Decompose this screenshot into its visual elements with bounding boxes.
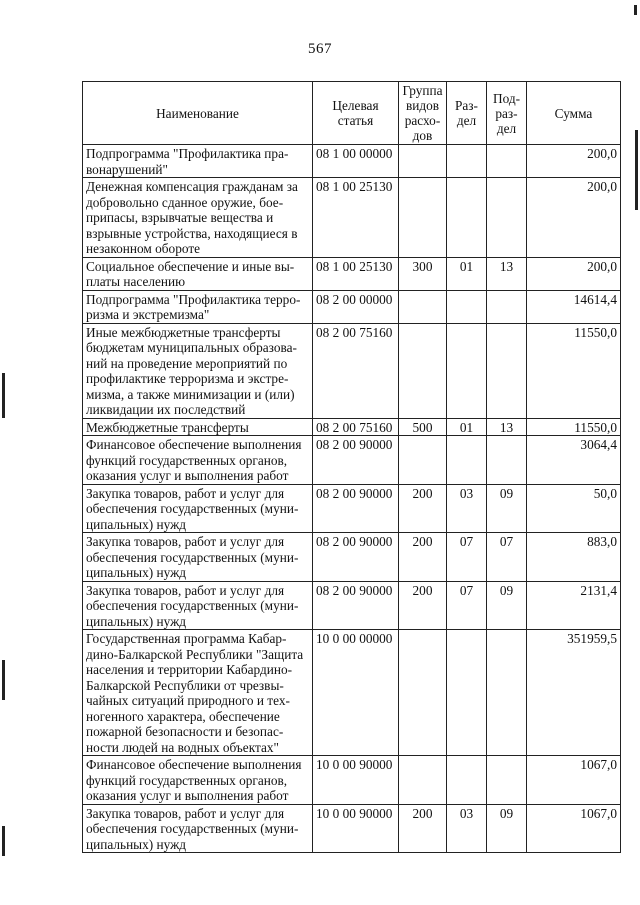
scan-edge-mark-right-top [634,5,637,15]
cell-name: Закупка товаров, работ и услуг для обеспечения государственных (муни-ципальных) нужд [83,804,313,853]
table-row [83,257,621,290]
scan-edge-mark-right [635,130,638,210]
cell-target: 08 1 00 00000 [313,145,399,178]
cell-name: Межбюджетные трансферты [83,418,313,436]
cell-target: 08 2 00 75160 [313,418,399,436]
cell-section [447,436,487,485]
cell-group [399,178,447,258]
cell-sum: 200,0 [527,145,621,178]
cell-name: Финансовое обеспечение выполнения функций государственных органов, оказания услуг и выполнения работ [83,756,313,805]
cell-section: 03 [447,484,487,533]
table-row [83,145,621,178]
cell-sum: 50,0 [527,484,621,533]
cell-sum: 200,0 [527,178,621,258]
cell-target: 10 0 00 90000 [313,756,399,805]
cell-subsection: 09 [487,581,527,630]
table-row [83,290,621,323]
table-row [83,323,621,418]
cell-section: 01 [447,257,487,290]
page-number: 567 [308,41,332,57]
header-name: Наименование [83,82,313,145]
cell-group [399,756,447,805]
cell-subsection: 13 [487,418,527,436]
cell-target: 08 2 00 00000 [313,290,399,323]
cell-target: 08 2 00 75160 [313,323,399,418]
cell-sum: 11550,0 [527,323,621,418]
header-subsection: Под-раз-дел [487,82,527,145]
cell-subsection [487,323,527,418]
cell-subsection [487,178,527,258]
cell-group [399,290,447,323]
cell-name: Закупка товаров, работ и услуг для обеспечения государственных (муни-ципальных) нужд [83,533,313,582]
cell-sum: 883,0 [527,533,621,582]
cell-sum: 2131,4 [527,581,621,630]
cell-name: Подпрограмма "Профилактика терро-ризма и экстремизма" [83,290,313,323]
cell-group: 300 [399,257,447,290]
cell-subsection [487,145,527,178]
header-section: Раз-дел [447,82,487,145]
cell-target: 10 0 00 00000 [313,630,399,756]
header-sum: Сумма [527,82,621,145]
cell-subsection: 09 [487,804,527,853]
cell-target: 08 1 00 25130 [313,257,399,290]
table-row [83,756,621,805]
table-row [83,484,621,533]
cell-sum: 14614,4 [527,290,621,323]
cell-section [447,630,487,756]
cell-name: Денежная компенсация гражданам за добровольно сданное оружие, бое-припасы, взрывчатые вещества и взрывные устройства, находящиеся в незаконном обороте [83,178,313,258]
table-row [83,804,621,853]
cell-sum: 1067,0 [527,756,621,805]
table-row [83,436,621,485]
header-group: Группа видов расхо-дов [399,82,447,145]
cell-group [399,145,447,178]
cell-group [399,323,447,418]
cell-group: 200 [399,484,447,533]
cell-name: Закупка товаров, работ и услуг для обеспечения государственных (муни-ципальных) нужд [83,484,313,533]
cell-target: 08 1 00 25130 [313,178,399,258]
cell-subsection [487,630,527,756]
cell-sum: 3064,4 [527,436,621,485]
cell-target: 08 2 00 90000 [313,484,399,533]
cell-section: 01 [447,418,487,436]
cell-section: 07 [447,581,487,630]
scan-edge-mark-left-lower [2,826,5,856]
cell-section: 07 [447,533,487,582]
cell-group: 200 [399,533,447,582]
cell-section [447,756,487,805]
cell-target: 08 2 00 90000 [313,581,399,630]
cell-target: 10 0 00 90000 [313,804,399,853]
cell-group: 500 [399,418,447,436]
cell-subsection [487,756,527,805]
cell-section [447,145,487,178]
table-row [83,581,621,630]
cell-subsection: 13 [487,257,527,290]
cell-group: 200 [399,581,447,630]
scan-edge-mark-left-middle [2,660,5,700]
cell-target: 08 2 00 90000 [313,436,399,485]
cell-target: 08 2 00 90000 [313,533,399,582]
cell-sum: 351959,5 [527,630,621,756]
cell-subsection [487,436,527,485]
cell-sum: 11550,0 [527,418,621,436]
table-row [83,418,621,436]
scan-edge-mark-left-upper [2,373,5,418]
cell-group: 200 [399,804,447,853]
table-row [83,630,621,756]
budget-table [82,81,621,853]
cell-subsection [487,290,527,323]
cell-name: Финансовое обеспечение выполнения функций государственных органов, оказания услуг и выполнения работ [83,436,313,485]
header-target: Целевая статья [313,82,399,145]
cell-section: 03 [447,804,487,853]
cell-section [447,323,487,418]
cell-group [399,436,447,485]
cell-section [447,178,487,258]
cell-name: Государственная программа Кабар-дино-Балкарской Республики "Защита населения и территории Кабардино-Балкарской Республики от чрезвы-чайных ситуаций природного и тех-ногенного характера, обеспечение пожарной безопасности и безопас-ности людей на водных объектах" [83,630,313,756]
cell-name: Закупка товаров, работ и услуг для обеспечения государственных (муни-ципальных) нужд [83,581,313,630]
table-row [83,178,621,258]
cell-name: Иные межбюджетные трансферты бюджетам муниципальных образова-ний на проведение мероприятий по профилактике терроризма и экстре-мизма, а также минимизации и (или) ликвидации их последствий [83,323,313,418]
cell-sum: 200,0 [527,257,621,290]
cell-name: Социальное обеспечение и иные вы-платы населению [83,257,313,290]
table-header-row [83,82,621,145]
cell-name: Подпрограмма "Профилактика пра-вонарушений" [83,145,313,178]
cell-subsection: 07 [487,533,527,582]
cell-subsection: 09 [487,484,527,533]
cell-sum: 1067,0 [527,804,621,853]
table-row [83,533,621,582]
cell-group [399,630,447,756]
cell-section [447,290,487,323]
